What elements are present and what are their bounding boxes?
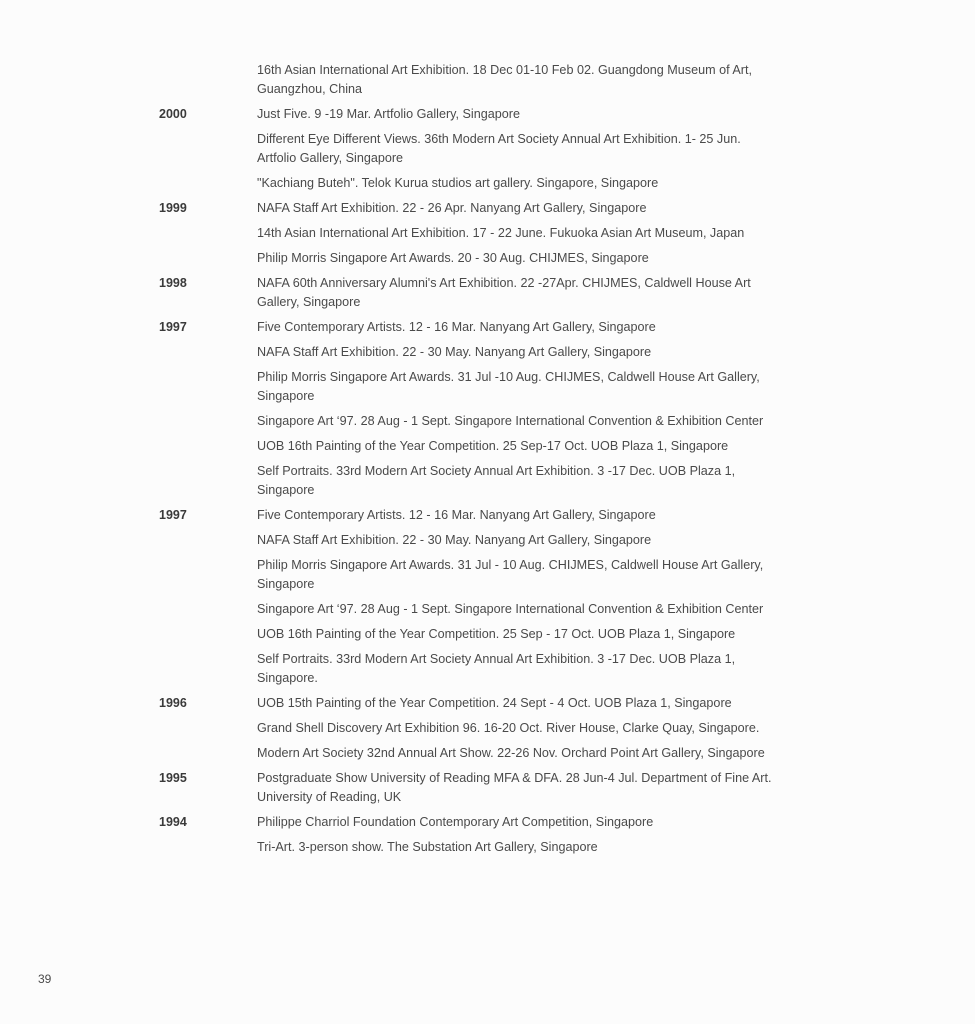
exhibition-entry: NAFA Staff Art Exhibition. 22 - 30 May. Nanyang Art Gallery, Singapore [257, 533, 652, 547]
year-label: 1995 [159, 771, 187, 785]
list-item [0, 61, 975, 99]
list-item [0, 769, 975, 807]
exhibition-entry: Singapore Art ‘97. 28 Aug - 1 Sept. Singapore International Convention & Exhibition Center [257, 414, 764, 428]
exhibition-entry: Grand Shell Discovery Art Exhibition 96. 16-20 Oct. River House, Clarke Quay, Singapore. [257, 721, 760, 735]
exhibition-entry: Different Eye Different Views. 36th Modern Art Society Annual Art Exhibition. 1- 25 Jun. Artfolio Gallery, Singapore [257, 132, 741, 165]
list-item [0, 130, 975, 168]
list-item [0, 318, 975, 337]
list-item [0, 600, 975, 619]
exhibition-entry: Five Contemporary Artists. 12 - 16 Mar. Nanyang Art Gallery, Singapore [257, 508, 656, 522]
year-label: 1997 [159, 508, 187, 522]
exhibition-entry: Modern Art Society 32nd Annual Art Show. 22-26 Nov. Orchard Point Art Gallery, Singapore [257, 746, 765, 760]
list-item [0, 694, 975, 713]
list-item [0, 174, 975, 193]
exhibition-entry: NAFA Staff Art Exhibition. 22 - 26 Apr. Nanyang Art Gallery, Singapore [257, 201, 647, 215]
list-item [0, 368, 975, 406]
exhibition-entry: Singapore Art ‘97. 28 Aug - 1 Sept. Singapore International Convention & Exhibition Center [257, 602, 764, 616]
exhibition-entry: UOB 16th Painting of the Year Competition. 25 Sep-17 Oct. UOB Plaza 1, Singapore [257, 439, 729, 453]
list-item [0, 437, 975, 456]
year-label: 1997 [159, 320, 187, 334]
list-item [0, 105, 975, 124]
list-item [0, 412, 975, 431]
list-item [0, 838, 975, 857]
list-item [0, 556, 975, 594]
exhibition-entry: Five Contemporary Artists. 12 - 16 Mar. Nanyang Art Gallery, Singapore [257, 320, 656, 334]
list-item [0, 343, 975, 362]
exhibition-entry: Postgraduate Show University of Reading MFA & DFA. 28 Jun-4 Jul. Department of Fine Art. University of Reading, UK [257, 771, 772, 804]
list-item [0, 462, 975, 500]
year-label: 1998 [159, 276, 187, 290]
page-number: 39 [38, 972, 52, 986]
exhibition-entry: Tri-Art. 3-person show. The Substation Art Gallery, Singapore [257, 840, 598, 854]
exhibition-entry: Philip Morris Singapore Art Awards. 31 Jul - 10 Aug. CHIJMES, Caldwell House Art Gallery, Singapore [257, 558, 764, 591]
exhibition-entry: "Kachiang Buteh". Telok Kurua studios art gallery. Singapore, Singapore [257, 176, 659, 190]
exhibition-entry: Self Portraits. 33rd Modern Art Society Annual Art Exhibition. 3 -17 Dec. UOB Plaza 1, Singapore. [257, 652, 736, 685]
exhibition-entry: Philippe Charriol Foundation Contemporary Art Competition, Singapore [257, 815, 654, 829]
list-item [0, 625, 975, 644]
list-item [0, 719, 975, 738]
exhibition-entry: NAFA Staff Art Exhibition. 22 - 30 May. Nanyang Art Gallery, Singapore [257, 345, 652, 359]
year-label: 1999 [159, 201, 187, 215]
exhibition-entry: Just Five. 9 -19 Mar. Artfolio Gallery, Singapore [257, 107, 520, 121]
list-item [0, 744, 975, 763]
year-label: 1996 [159, 696, 187, 710]
list-item [0, 249, 975, 268]
exhibition-entry: Philip Morris Singapore Art Awards. 31 Jul -10 Aug. CHIJMES, Caldwell House Art Gallery, Singapore [257, 370, 760, 403]
list-item [0, 813, 975, 832]
list-item [0, 650, 975, 688]
list-item [0, 506, 975, 525]
exhibition-entry: Self Portraits. 33rd Modern Art Society Annual Art Exhibition. 3 -17 Dec. UOB Plaza 1, Singapore [257, 464, 736, 497]
list-item [0, 199, 975, 218]
list-item [0, 224, 975, 243]
list-item [0, 274, 975, 312]
exhibition-entry: 16th Asian International Art Exhibition. 18 Dec 01-10 Feb 02. Guangdong Museum of Art, Guangzhou, China [257, 63, 752, 96]
exhibition-entry: UOB 16th Painting of the Year Competition. 25 Sep - 17 Oct. UOB Plaza 1, Singapore [257, 627, 736, 641]
year-label: 2000 [159, 107, 187, 121]
exhibition-entry: Philip Morris Singapore Art Awards. 20 - 30 Aug. CHIJMES, Singapore [257, 251, 649, 265]
year-label: 1994 [159, 815, 187, 829]
exhibition-list [0, 61, 975, 863]
list-item [0, 531, 975, 550]
exhibition-entry: NAFA 60th Anniversary Alumni's Art Exhibition. 22 -27Apr. CHIJMES, Caldwell House Art Gallery, Singapore [257, 276, 751, 309]
exhibition-entry: 14th Asian International Art Exhibition. 17 - 22 June. Fukuoka Asian Art Museum, Japan [257, 226, 745, 240]
exhibition-entry: UOB 15th Painting of the Year Competition. 24 Sept - 4 Oct. UOB Plaza 1, Singapore [257, 696, 732, 710]
